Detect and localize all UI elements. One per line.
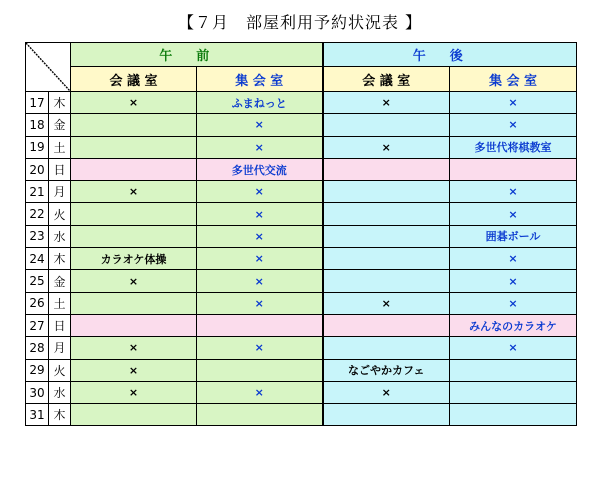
pm-room-b-cell: × [450, 181, 577, 203]
pm-room-b-cell: × [450, 337, 577, 359]
am-room-a-cell: × [71, 181, 197, 203]
am-room-a-cell [71, 136, 197, 158]
pm-room-b-cell [450, 404, 577, 426]
pm-room-b-cell: × [450, 114, 577, 136]
day-of-week: 水 [49, 381, 71, 403]
pm-room-b-cell: × [450, 292, 577, 314]
am-room-a-cell [71, 158, 197, 180]
am-room-b-cell: × [197, 136, 323, 158]
day-number: 20 [26, 158, 49, 180]
day-of-week: 金 [49, 114, 71, 136]
pm-room-a-cell: × [323, 381, 450, 403]
pm-room-b-cell: × [450, 203, 577, 225]
pm-room-b-cell: 囲碁ボール [450, 225, 577, 247]
table-row [26, 314, 577, 336]
day-of-week: 火 [49, 359, 71, 381]
pm-room-b-header: 集 会 室 [450, 67, 577, 92]
day-number: 25 [26, 270, 49, 292]
day-number: 22 [26, 203, 49, 225]
table-row [26, 158, 577, 180]
am-room-a-cell [71, 225, 197, 247]
day-of-week: 火 [49, 203, 71, 225]
am-room-a-cell: × [71, 337, 197, 359]
pm-room-b-cell [450, 359, 577, 381]
pm-room-b-cell [450, 158, 577, 180]
pm-room-a-cell [323, 314, 450, 336]
day-of-week: 月 [49, 181, 71, 203]
reservation-table [25, 42, 577, 426]
am-room-b-cell: × [197, 270, 323, 292]
am-room-b-cell [197, 314, 323, 336]
pm-room-a-cell [323, 225, 450, 247]
day-number: 18 [26, 114, 49, 136]
day-of-week: 金 [49, 270, 71, 292]
am-room-b-cell: × [197, 292, 323, 314]
page-title: 【７月 部屋利用予約状況表 】 [177, 13, 423, 32]
am-room-b-cell: × [197, 248, 323, 270]
table-row [26, 92, 577, 114]
day-number: 28 [26, 337, 49, 359]
am-room-b-cell: ふまねっと [197, 92, 323, 114]
pm-room-b-cell: × [450, 248, 577, 270]
am-room-b-cell: × [197, 181, 323, 203]
day-number: 27 [26, 314, 49, 336]
day-of-week: 土 [49, 136, 71, 158]
day-number: 31 [26, 404, 49, 426]
day-of-week: 木 [49, 404, 71, 426]
day-of-week: 木 [49, 248, 71, 270]
pm-room-b-cell: × [450, 92, 577, 114]
am-room-b-cell: × [197, 381, 323, 403]
am-room-b-cell: × [197, 203, 323, 225]
am-room-b-cell [197, 359, 323, 381]
am-room-a-cell: × [71, 270, 197, 292]
day-of-week: 日 [49, 158, 71, 180]
am-room-b-cell: × [197, 225, 323, 247]
day-number: 30 [26, 381, 49, 403]
pm-room-a-cell: × [323, 136, 450, 158]
day-number: 21 [26, 181, 49, 203]
am-room-b-cell: × [197, 114, 323, 136]
pm-room-a-cell [323, 248, 450, 270]
day-of-week: 日 [49, 314, 71, 336]
table-row [26, 270, 577, 292]
table-row [26, 225, 577, 247]
corner-cell [26, 43, 71, 92]
pm-room-a-cell [323, 337, 450, 359]
pm-room-b-cell: 多世代将棋教室 [450, 136, 577, 158]
am-header: 午前 [71, 43, 323, 67]
am-room-a-cell [71, 314, 197, 336]
pm-room-b-cell: みんなのカラオケ [450, 314, 577, 336]
table-row [26, 292, 577, 314]
pm-room-a-cell [323, 181, 450, 203]
pm-room-a-cell: × [323, 92, 450, 114]
table-row [26, 136, 577, 158]
diagonal-line-icon [26, 43, 70, 91]
table-row [26, 248, 577, 270]
am-room-a-cell [71, 404, 197, 426]
table-row [26, 381, 577, 403]
am-room-a-cell: × [71, 359, 197, 381]
table-row [26, 404, 577, 426]
pm-room-a-cell [323, 114, 450, 136]
am-room-a-cell [71, 292, 197, 314]
day-of-week: 水 [49, 225, 71, 247]
table-row [26, 181, 577, 203]
am-room-a-header: 会 議 室 [71, 67, 197, 92]
am-room-a-cell: × [71, 92, 197, 114]
pm-room-a-header: 会 議 室 [323, 67, 450, 92]
day-of-week: 土 [49, 292, 71, 314]
day-number: 19 [26, 136, 49, 158]
pm-room-a-cell [323, 404, 450, 426]
am-room-a-cell: カラオケ体操 [71, 248, 197, 270]
pm-room-a-cell [323, 203, 450, 225]
pm-room-a-cell [323, 270, 450, 292]
am-room-b-cell: × [197, 337, 323, 359]
am-room-b-cell: 多世代交流 [197, 158, 323, 180]
pm-room-a-cell [323, 158, 450, 180]
day-number: 24 [26, 248, 49, 270]
am-room-b-header: 集 会 室 [197, 67, 323, 92]
table-row [26, 114, 577, 136]
pm-room-a-cell: なごやかカフェ [323, 359, 450, 381]
pm-header: 午後 [323, 43, 577, 67]
pm-room-b-cell [450, 381, 577, 403]
day-number: 17 [26, 92, 49, 114]
day-number: 23 [26, 225, 49, 247]
table-row [26, 359, 577, 381]
am-room-b-cell [197, 404, 323, 426]
day-number: 26 [26, 292, 49, 314]
am-room-a-cell [71, 203, 197, 225]
pm-room-b-cell: × [450, 270, 577, 292]
am-room-a-cell: × [71, 381, 197, 403]
day-of-week: 木 [49, 92, 71, 114]
pm-room-a-cell: × [323, 292, 450, 314]
day-number: 29 [26, 359, 49, 381]
table-row [26, 203, 577, 225]
table-row [26, 337, 577, 359]
am-room-a-cell [71, 114, 197, 136]
day-of-week: 月 [49, 337, 71, 359]
